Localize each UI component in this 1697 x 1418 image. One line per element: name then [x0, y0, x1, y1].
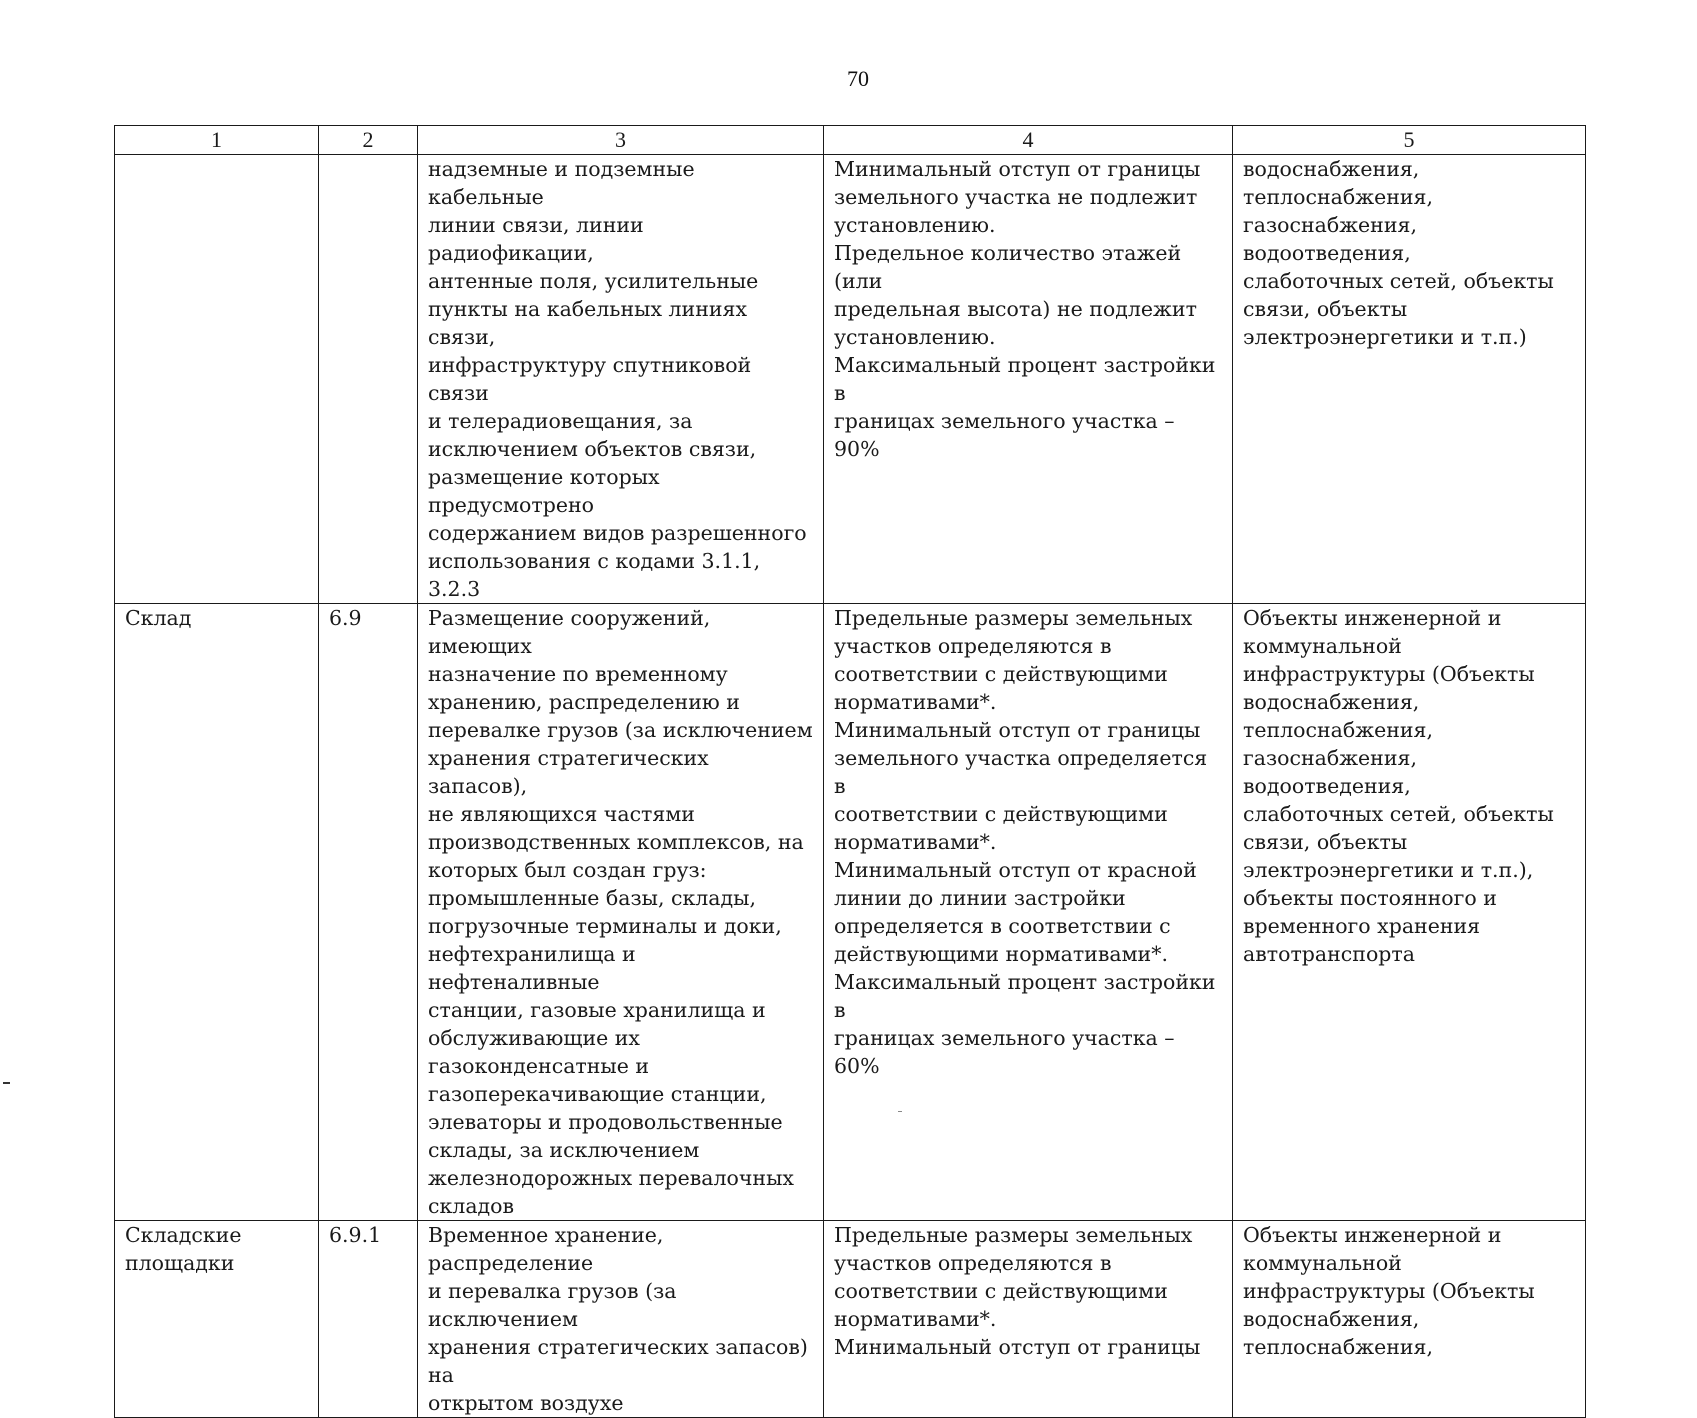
table-row — [115, 1221, 1586, 1418]
use-name-cell: Складские площадки — [115, 1221, 319, 1418]
use-description-cell: Размещение сооружений, имеющих назначение по временному хранению, распределению и перевалке грузов (за исключением хранения стратегических запасов), не являющихся частями производственных комплексов, на которых был создан груз: промышленные базы, склады, погрузочные терминалы и доки, нефтехранилища и нефтеналивные станции, газовые хранилища и обслуживающие их газоконденсатные и газоперекачивающие станции, элеваторы и продовольственные склады, за исключением железнодорожных перевалочных складов — [418, 604, 824, 1221]
column-header-4: 4 — [824, 126, 1233, 155]
page-number: 70 — [847, 66, 869, 91]
parameters-cell: Минимальный отступ от границы земельного участка не подлежит установлению. Предельное количество этажей (или предельная высота) не подлежит установлению. Максимальный процент застройки в границах земельного участка – 90% — [824, 155, 1233, 604]
auxiliary-uses-cell: Объекты инженерной и коммунальной инфраструктуры (Объекты водоснабжения, теплоснабжения, — [1233, 1221, 1586, 1418]
scan-edge-mark — [3, 1082, 10, 1084]
table-header-row — [115, 126, 1586, 155]
column-header-5: 5 — [1233, 126, 1586, 155]
land-use-table — [114, 125, 1586, 1418]
column-header-3: 3 — [418, 126, 824, 155]
use-code-cell: 6.9 — [319, 604, 418, 1221]
table-row — [115, 155, 1586, 604]
use-description-cell: надземные и подземные кабельные линии связи, линии радиофикации, антенные поля, усилительные пункты на кабельных линиях связи, инфраструктуру спутниковой связи и телерадиовещания, за исключением объектов связи, размещение которых предусмотрено содержанием видов разрешенного использования с кодами 3.1.1, 3.2.3 — [418, 155, 824, 604]
scan-artifact — [898, 1111, 902, 1112]
use-code-cell — [319, 155, 418, 604]
parameters-cell: Предельные размеры земельных участков определяются в соответствии с действующими нормативами*. Минимальный отступ от границы — [824, 1221, 1233, 1418]
parameters-cell: Предельные размеры земельных участков определяются в соответствии с действующими нормативами*. Минимальный отступ от границы земельного участка определяется в соответствии с действующими нормативами*. Минимальный отступ от красной линии до линии застройки определяется в соответствии с действующими нормативами*. Максимальный процент застройки в границах земельного участка – 60% — [824, 604, 1233, 1221]
column-header-2: 2 — [319, 126, 418, 155]
column-header-1: 1 — [115, 126, 319, 155]
use-code-cell: 6.9.1 — [319, 1221, 418, 1418]
auxiliary-uses-cell: водоснабжения, теплоснабжения, газоснабжения, водоотведения, слаботочных сетей, объекты связи, объекты электроэнергетики и т.п.) — [1233, 155, 1586, 604]
table-row — [115, 604, 1586, 1221]
auxiliary-uses-cell: Объекты инженерной и коммунальной инфраструктуры (Объекты водоснабжения, теплоснабжения, газоснабжения, водоотведения, слаботочных сетей, объекты связи, объекты электроэнергетики и т.п.), объекты постоянного и временного хранения автотранспорта — [1233, 604, 1586, 1221]
use-name-cell: Склад — [115, 604, 319, 1221]
use-name-cell — [115, 155, 319, 604]
use-description-cell: Временное хранение, распределение и перевалка грузов (за исключением хранения стратегических запасов) на открытом воздухе — [418, 1221, 824, 1418]
